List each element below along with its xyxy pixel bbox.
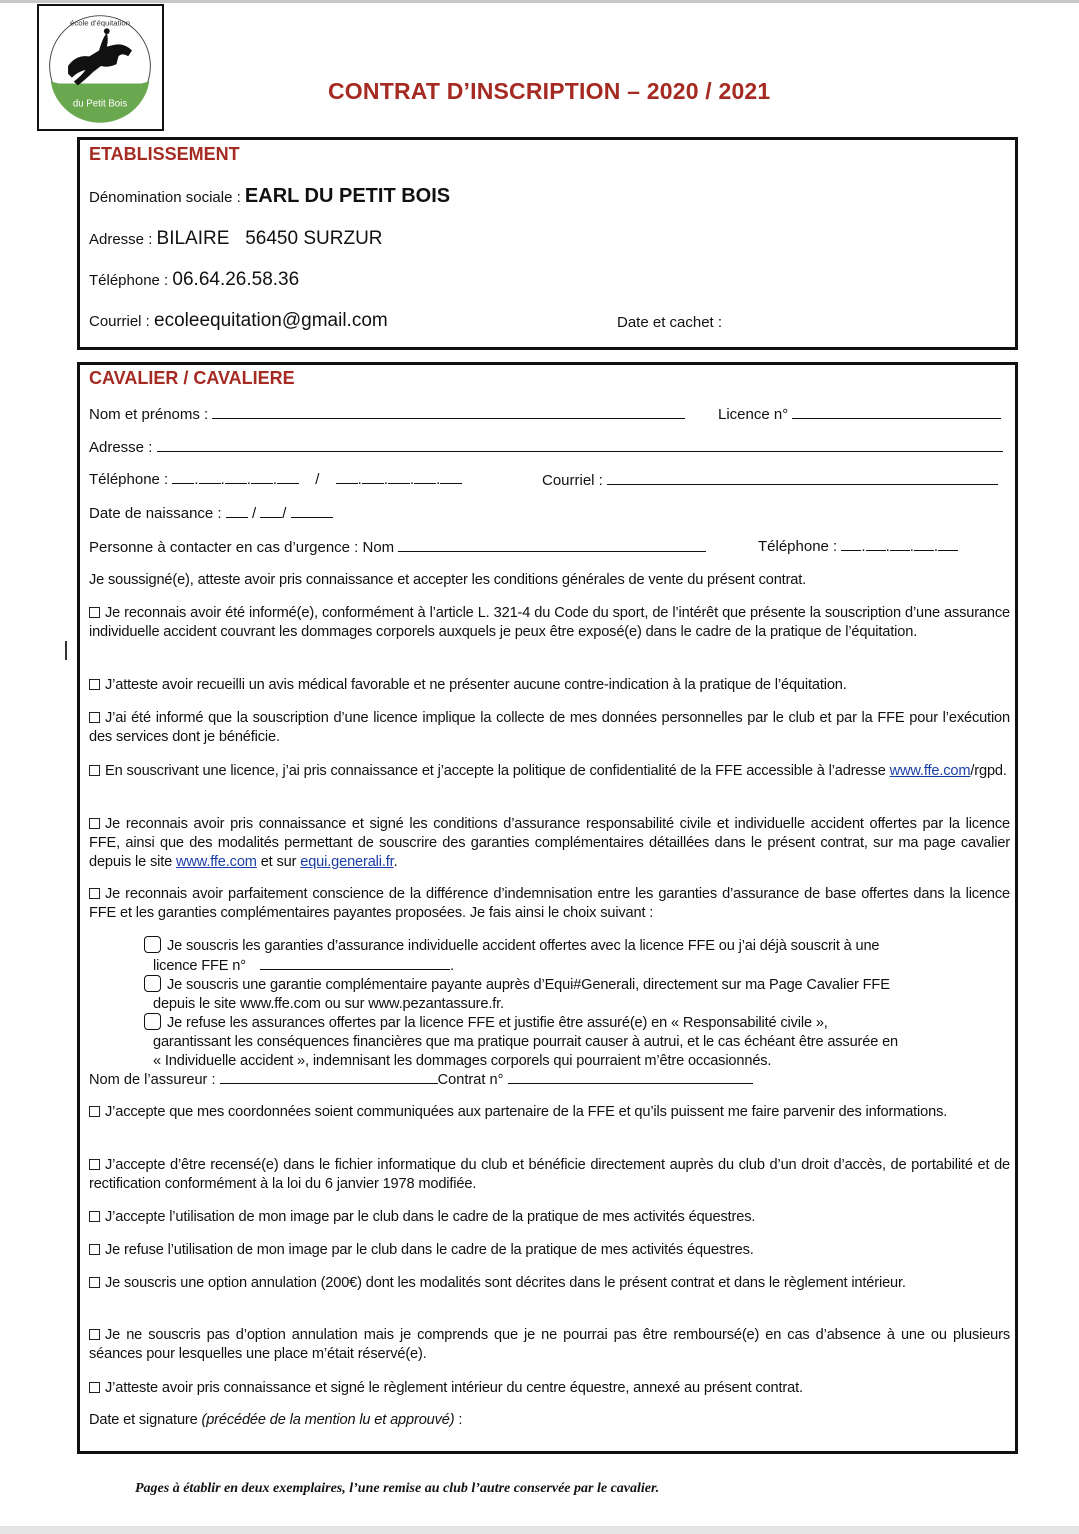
clause-text: J’atteste avoir recueilli un avis médical favorable et ne présenter aucune contre-indication à la pratique de l’équitation. [105, 677, 847, 693]
cav-adresse-field[interactable] [157, 438, 1003, 452]
courriel-value: ecoleequitation@gmail.com [154, 310, 388, 331]
checkbox[interactable] [89, 1277, 100, 1288]
choice-text: licence FFE n° [153, 958, 246, 974]
cav-courriel-row [542, 471, 998, 489]
urgence-label: Personne à contacter en cas d’urgence : Nom [89, 539, 399, 556]
checkbox[interactable] [89, 765, 100, 776]
checkbox[interactable] [89, 1159, 100, 1170]
cav-courriel-label: Courriel : [542, 472, 608, 489]
nom-field[interactable] [212, 405, 685, 419]
denomination-value: EARL DU PETIT BOIS [244, 185, 451, 207]
urgence-tel-field[interactable]: . . . . [841, 538, 958, 555]
licence-row [718, 405, 1001, 423]
document-title: CONTRAT D’INSCRIPTION – 2020 / 2021 [328, 78, 771, 104]
checkbox[interactable] [89, 712, 100, 723]
ffe-link[interactable]: www.ffe.com [889, 763, 971, 779]
etablissement-section [77, 137, 1018, 350]
checkbox[interactable] [89, 1329, 100, 1340]
clause-text: J’ai été informé que la souscription d’une licence implique la collecte de mes données personnelles par le club et par la FFE pour l’exécution des services dont je bénéficie. [89, 710, 1010, 745]
clause-fichier-informatique [89, 1156, 1010, 1194]
choice-text: « Individuelle accident », indemnisant les dommages corporels qui pourraient m’être occasionnés. [153, 1053, 772, 1069]
checkbox[interactable] [89, 607, 100, 618]
checkbox[interactable] [89, 888, 100, 899]
adresse-row [89, 228, 383, 250]
choice-refus-assurance [144, 1013, 1010, 1071]
attestation-cgv: Je soussigné(e), atteste avoir pris connaissance et accepter les conditions générales de vente du présent contrat. [89, 572, 807, 588]
assureur-row [89, 1070, 753, 1088]
contrat-label: Contrat n° [437, 1072, 508, 1088]
clause-image-refuse [89, 1241, 1010, 1260]
checkbox[interactable] [89, 1106, 100, 1117]
contrat-field[interactable] [508, 1070, 753, 1084]
clause-reglement-interieur [89, 1379, 1010, 1398]
adresse-value: BILAIRE 56450 SURZUR [156, 228, 383, 249]
clause-option-annulation [89, 1274, 1010, 1293]
clause-text: Je ne souscris pas d’option annulation mais je comprends que je ne pourrai pas être remboursé(e) en cas d’absence à une ou plusieurs séances pour lesquelles une place m’était réservé(e). [89, 1327, 1010, 1362]
bottom-edge [0, 1526, 1079, 1534]
svg-text:école d'équitation: école d'équitation [70, 18, 131, 28]
adresse-row [89, 438, 1003, 456]
telephone-row [89, 471, 462, 488]
clause-donnees-personnelles [89, 709, 1010, 747]
choice-text: depuis le site www.ffe.com ou sur www.pezantassure.fr. [153, 996, 504, 1012]
checkbox[interactable] [89, 679, 100, 690]
assureur-label: Nom de l’assureur : [89, 1072, 220, 1088]
generali-link[interactable]: equi.generali.fr [300, 854, 394, 870]
choice-text: Je souscris les garanties d’assurance individuelle accident offertes avec la licence FFE ou j’ai déjà souscrit à une [167, 938, 880, 954]
urgence-tel-row [758, 538, 958, 555]
urgence-tel-label: Téléphone : [758, 538, 842, 555]
choice-garanties-ffe [144, 936, 1010, 976]
etablissement-heading: ETABLISSEMENT [89, 144, 240, 164]
top-edge [0, 0, 1079, 3]
clause-text: J’accepte d’être recensé(e) dans le fichier informatique du club et bénéficie directement auprès du club d’un droit d’accès, de portabilité et de rectification conformément à la loi du 6 janvier 1978 modifiée. [89, 1157, 1010, 1192]
signature-row [89, 1411, 1010, 1430]
checkbox[interactable] [89, 1382, 100, 1393]
cav-telephone-label: Téléphone : [89, 471, 173, 488]
clause-rgpd [89, 762, 1010, 781]
checkbox[interactable] [89, 818, 100, 829]
clause-text: J’accepte que mes coordonnées soient communiquées aux partenaire de la FFE et qu’ils puissent me faire parvenir des informations. [105, 1104, 948, 1120]
urgence-nom-field[interactable] [398, 538, 706, 552]
cavalier-heading: CAVALIER / CAVALIERE [89, 368, 295, 388]
licence-ffe-field[interactable] [260, 956, 450, 970]
svg-text:du Petit Bois: du Petit Bois [72, 98, 128, 110]
cav-courriel-field[interactable] [607, 471, 998, 485]
clause-text: Je refuse l’utilisation de mon image par le club dans le cadre de la pratique de mes activités équestres. [105, 1242, 754, 1258]
naissance-label: Date de naissance : [89, 505, 226, 522]
choice-checkbox[interactable] [144, 975, 161, 992]
denomination-row [89, 185, 450, 208]
telephone-value: 06.64.26.58.36 [172, 269, 300, 290]
choice-text: Je refuse les assurances offertes par la licence FFE et justifie être assuré(e) en « Responsabilité civile », [167, 1015, 828, 1031]
clause-image-accepte [89, 1208, 1010, 1227]
naissance-row [89, 505, 333, 522]
clause-text: Je souscris une option annulation (200€) dont les modalités sont décrites dans le présent contrat et dans le règlement intérieur. [105, 1275, 906, 1291]
cavalier-section [77, 362, 1018, 1454]
naissance-month-field[interactable] [260, 506, 282, 518]
clause-text: J’accepte l’utilisation de mon image par le club dans le cadre de la pratique de mes activités équestres. [105, 1209, 756, 1225]
clause-conditions-assurance [89, 815, 1010, 872]
date-cachet-label: Date et cachet : [617, 314, 723, 331]
checkbox[interactable] [89, 1211, 100, 1222]
adresse-label: Adresse : [89, 231, 157, 248]
telephone-field-1[interactable]: . . . . [172, 471, 299, 488]
clause-sans-annulation [89, 1326, 1010, 1364]
clause-avis-medical [89, 676, 1010, 695]
ffe-link[interactable]: www.ffe.com [176, 854, 257, 870]
checkbox[interactable] [89, 1244, 100, 1255]
signature-colon: : [454, 1412, 463, 1428]
choice-garantie-complementaire [144, 975, 1010, 1014]
naissance-day-field[interactable] [226, 506, 248, 518]
link-suffix: /rgpd. [970, 763, 1007, 779]
clause-text: Je reconnais avoir été informé(e), conformément à l’article L. 321-4 du Code du sport, de l’intérêt que présente la souscription d’une assurance individuelle accident couvrant les dommages corporels auxquels je peux être exposé(e) dans le cadre de la pratique de l’équitation. [89, 605, 1010, 640]
nom-label: Nom et prénoms : [89, 406, 213, 423]
horse-rider-logo-icon [39, 6, 162, 129]
licence-label: Licence n° [718, 406, 793, 423]
courriel-label: Courriel : [89, 313, 155, 330]
choice-text: garantissant les conséquences financières que ma pratique pourrait causer à autrui, et le cas échéant être assurée en [153, 1034, 899, 1050]
footer-note: Pages à établir en deux exemplaires, l’une remise au club l’autre conservée par le cavalier. [135, 1481, 660, 1496]
courriel-row [89, 310, 388, 332]
choice-checkbox[interactable] [144, 1013, 161, 1030]
telephone-field-2[interactable]: . . . . [336, 471, 463, 488]
text-cursor-mark [65, 641, 67, 660]
clause-text: J’atteste avoir pris connaissance et signé le règlement intérieur du centre équestre, annexé au présent contrat. [105, 1380, 803, 1396]
denomination-label: Dénomination sociale : [89, 189, 245, 206]
clause-indemnisation [89, 885, 1010, 923]
clause-text: Je reconnais avoir parfaitement conscience de la différence d’indemnisation entre les garanties d’assurance de base offertes dans la licence FFE et les garanties complémentaires payantes proposées. Je fais ainsi le choix suivant : [89, 886, 1010, 921]
clause-assurance-info [89, 604, 1010, 642]
signature-label: Date et signature [89, 1412, 202, 1428]
date-separator: / [282, 505, 287, 522]
choice-text: . [449, 958, 454, 974]
date-separator: / [251, 505, 257, 522]
clause-partenaires [89, 1103, 1010, 1122]
naissance-year-field[interactable] [291, 506, 333, 518]
urgence-row [89, 538, 706, 556]
nom-row [89, 405, 685, 423]
choice-text: Je souscris une garantie complémentaire payante auprès d’Equi#Generali, directement sur ma Page Cavalier FFE [167, 977, 890, 993]
telephone-label: Téléphone : [89, 272, 173, 289]
licence-field[interactable] [792, 405, 1001, 419]
telephone-separator: / [315, 471, 320, 488]
assureur-field[interactable] [220, 1070, 438, 1084]
club-logo [37, 4, 164, 131]
link-suffix: . [393, 854, 398, 870]
clause-text: En souscrivant une licence, j’ai pris connaissance et j’accepte la politique de confidentialité de la FFE accessible à l’adresse [105, 763, 890, 779]
choice-checkbox[interactable] [144, 936, 161, 953]
signature-hint: (précédée de la mention lu et approuvé) [201, 1412, 455, 1428]
clause-text: et sur [256, 854, 301, 870]
cav-adresse-label: Adresse : [89, 439, 157, 456]
telephone-row [89, 269, 299, 291]
clause-text: Je reconnais avoir pris connaissance et signé les conditions d’assurance responsabilité civile et individuelle accident offertes par la licence FFE, ainsi que des modalités permettant de souscrire des garanties complémentaires détaillées dans le présent contrat, sur ma page cavalier depuis le site [89, 816, 1010, 870]
